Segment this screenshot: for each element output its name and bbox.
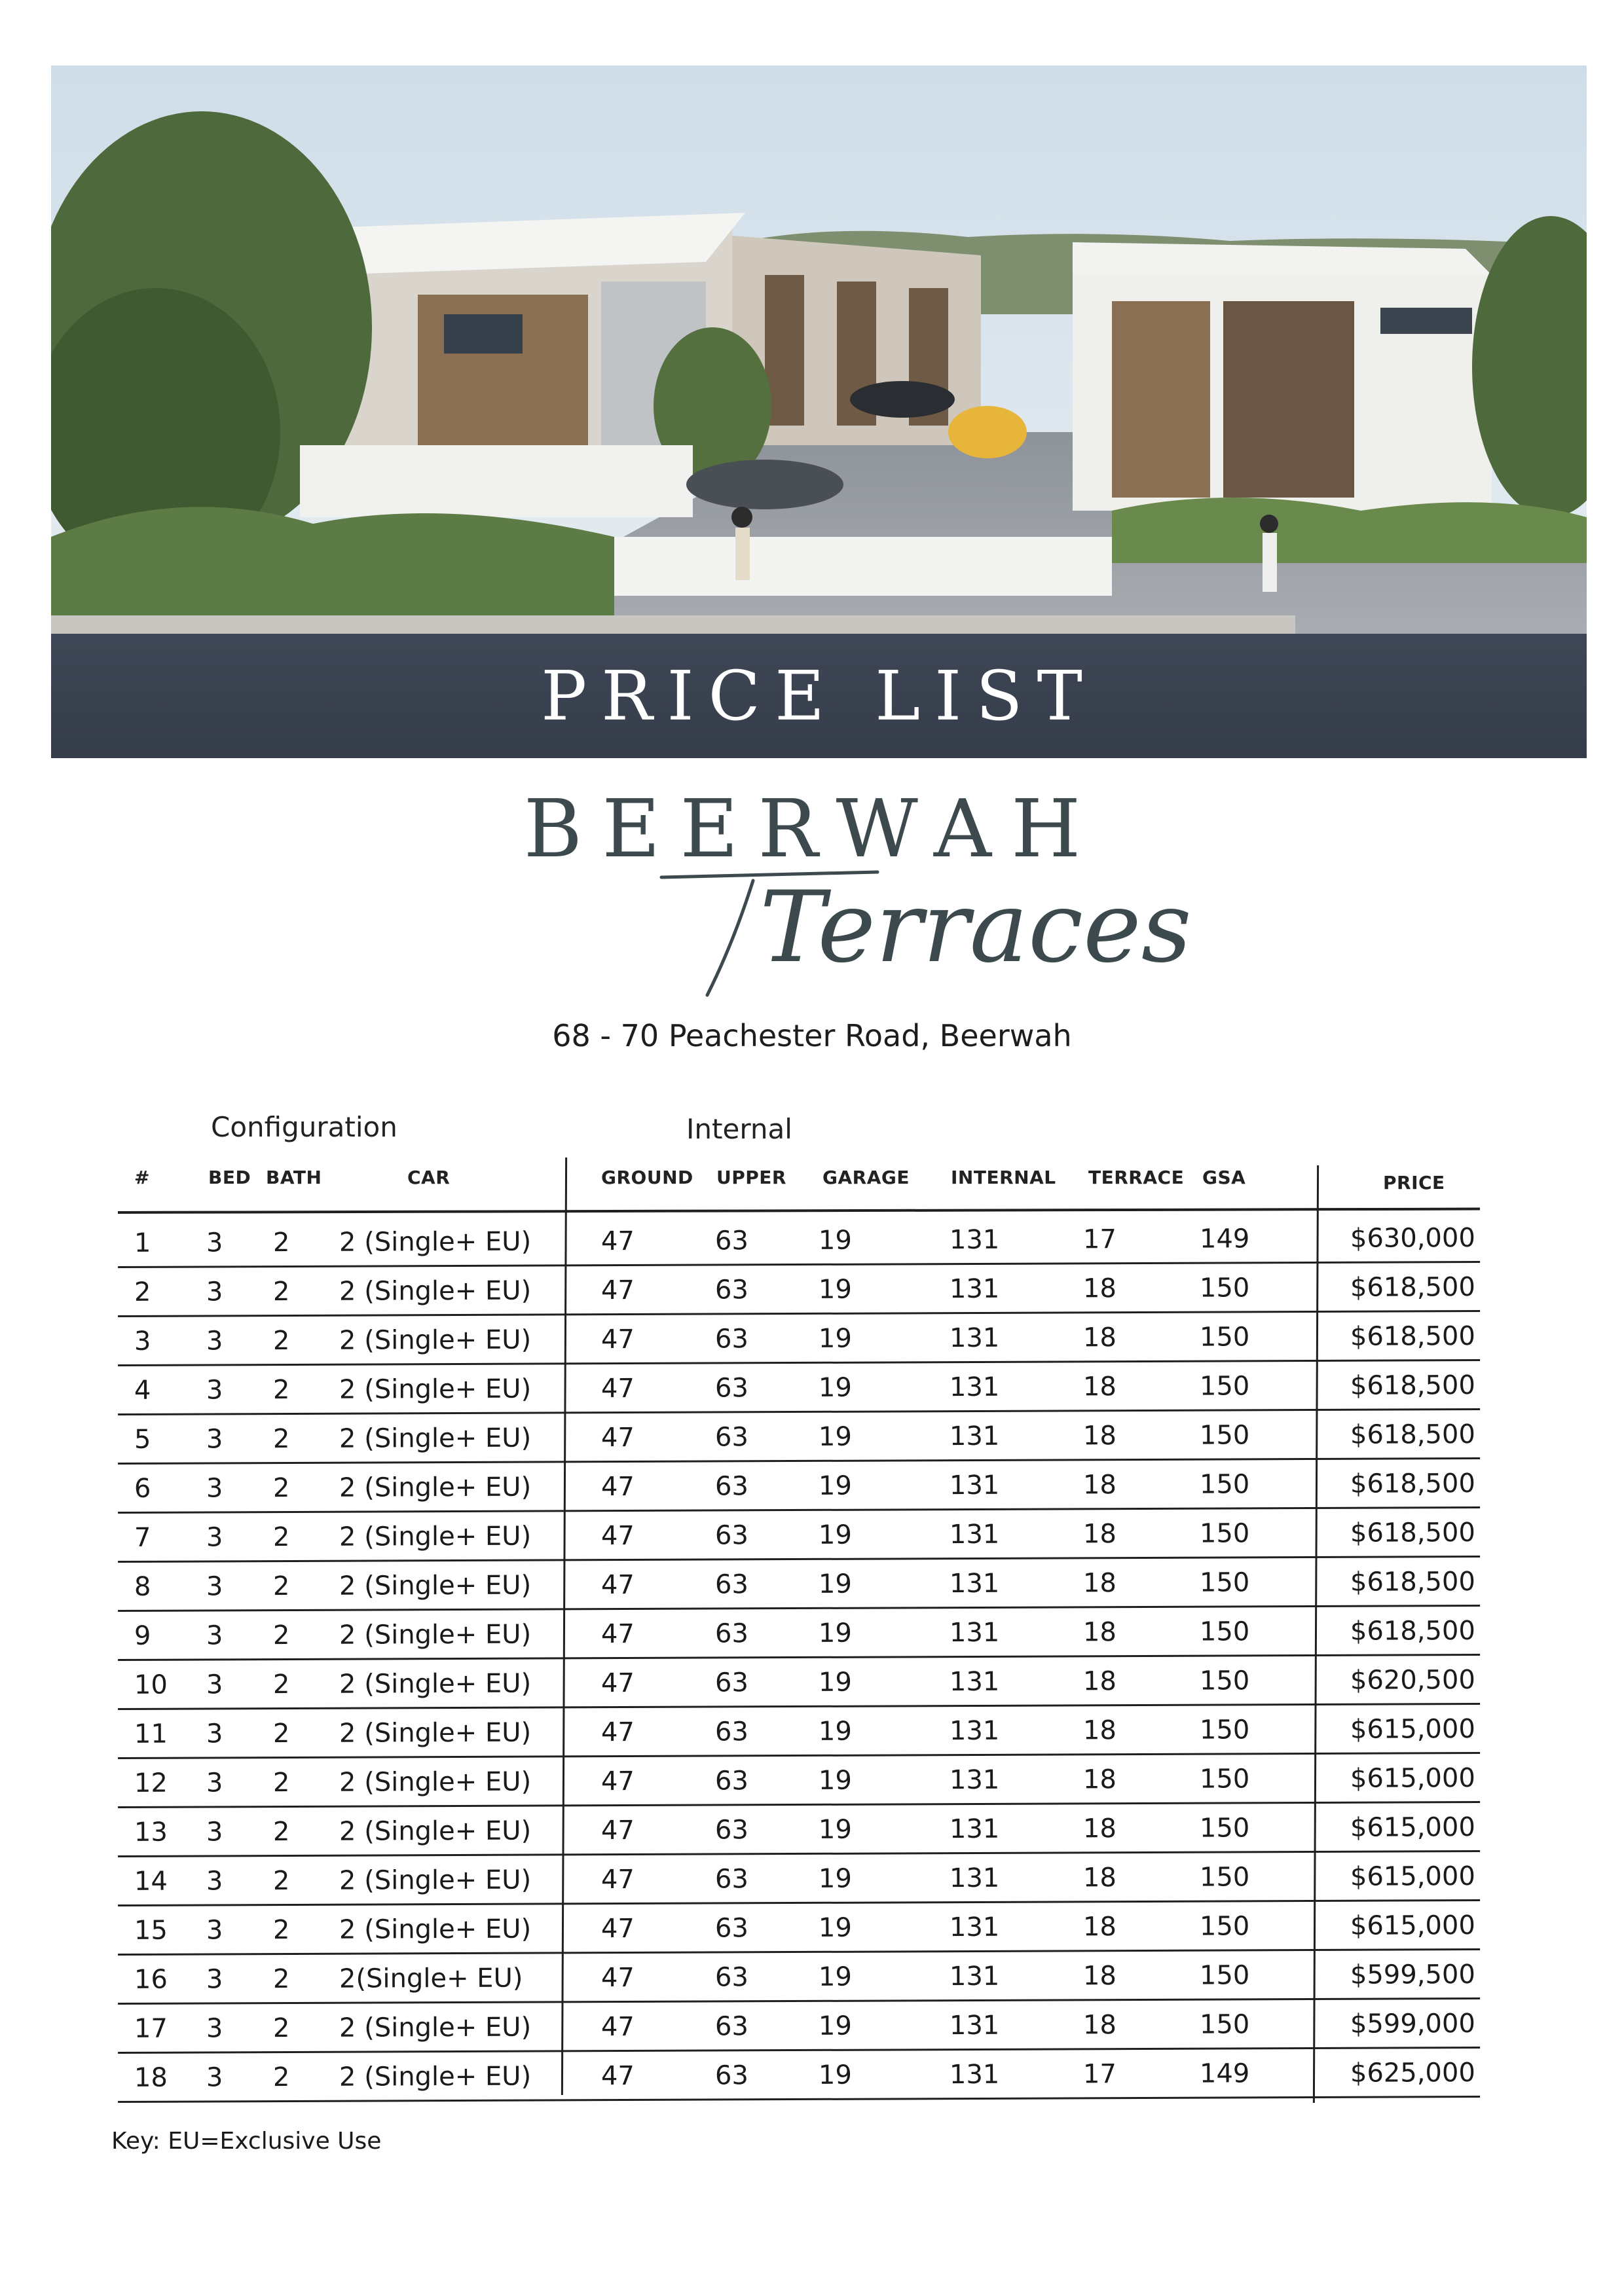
cell-gsa: 150 xyxy=(1199,1666,1250,1696)
cell-price: $618,500 xyxy=(1350,1370,1475,1401)
cell-num: 1 xyxy=(134,1228,151,1258)
cell-terrace: 18 xyxy=(1082,1764,1116,1795)
cell-bed: 3 xyxy=(206,1277,223,1307)
cell-car: 2 (Single+ EU) xyxy=(339,1275,532,1307)
cell-internal: 131 xyxy=(949,1568,1000,1599)
cell-gsa: 150 xyxy=(1199,1371,1250,1402)
col-header-bath: BATH xyxy=(266,1167,322,1188)
cell-price: $630,000 xyxy=(1350,1223,1475,1254)
cell-num: 12 xyxy=(134,1768,168,1798)
cell-bed: 3 xyxy=(206,1375,223,1406)
cell-gsa: 150 xyxy=(1199,1764,1250,1795)
cell-upper: 63 xyxy=(714,1520,748,1551)
cell-ground: 47 xyxy=(600,1373,635,1404)
cell-price: $618,500 xyxy=(1350,1419,1475,1450)
cell-upper: 63 xyxy=(714,1766,748,1796)
cell-num: 9 xyxy=(134,1620,151,1651)
cell-bed: 3 xyxy=(206,1719,223,1749)
cell-gsa: 150 xyxy=(1199,1469,1250,1500)
cell-bath: 2 xyxy=(272,1865,290,1897)
col-header-upper: UPPER xyxy=(716,1167,786,1188)
cell-price: $599,000 xyxy=(1350,2009,1475,2039)
cell-ground: 47 xyxy=(600,1324,635,1355)
cell-terrace: 18 xyxy=(1082,1322,1116,1353)
logo-script-text: Terraces xyxy=(760,871,1192,985)
table-row xyxy=(118,1999,1480,2054)
cell-bath: 2 xyxy=(272,1620,290,1651)
table-row xyxy=(118,1901,1480,1956)
cell-car: 2(Single+ EU) xyxy=(339,1963,523,1994)
cell-terrace: 18 xyxy=(1082,1617,1116,1648)
cell-terrace: 18 xyxy=(1082,1421,1116,1451)
cell-gsa: 150 xyxy=(1199,1862,1250,1893)
cell-bed: 3 xyxy=(206,2062,223,2093)
cell-garage: 19 xyxy=(818,1961,852,1992)
cell-upper: 63 xyxy=(714,1618,748,1649)
cell-garage: 19 xyxy=(818,1569,852,1599)
table-row xyxy=(118,1558,1480,1612)
cell-bath: 2 xyxy=(272,1816,290,1848)
table-row xyxy=(118,1214,1480,1268)
cell-garage: 19 xyxy=(818,1372,852,1403)
cell-bed: 3 xyxy=(206,1424,223,1455)
cell-price: $599,500 xyxy=(1350,1959,1475,1990)
cell-gsa: 149 xyxy=(1199,1224,1250,1254)
cell-gsa: 150 xyxy=(1199,1715,1250,1745)
cell-bed: 3 xyxy=(206,1571,223,1602)
cell-internal: 131 xyxy=(949,1863,1000,1894)
cell-ground: 47 xyxy=(600,1962,635,1994)
col-header-price: PRICE xyxy=(1383,1172,1445,1194)
cell-upper: 63 xyxy=(714,1569,748,1600)
cell-car: 2 (Single+ EU) xyxy=(339,1619,532,1650)
cell-bed: 3 xyxy=(206,1620,223,1651)
cell-ground: 47 xyxy=(600,1864,635,1895)
cell-gsa: 150 xyxy=(1199,1567,1250,1598)
cell-upper: 63 xyxy=(714,1962,748,1993)
cell-ground: 47 xyxy=(600,1471,635,1503)
cell-terrace: 18 xyxy=(1082,2010,1116,2041)
cell-upper: 63 xyxy=(714,1913,748,1944)
cell-gsa: 150 xyxy=(1199,1616,1250,1647)
cell-bath: 2 xyxy=(272,1669,290,1700)
cell-car: 2 (Single+ EU) xyxy=(339,2012,532,2043)
cell-internal: 131 xyxy=(949,1666,1000,1698)
cell-bath: 2 xyxy=(272,2013,290,2044)
cell-garage: 19 xyxy=(818,2011,852,2041)
cell-bath: 2 xyxy=(272,1227,290,1258)
cell-car: 2 (Single+ EU) xyxy=(339,1570,532,1601)
cell-gsa: 150 xyxy=(1199,1518,1250,1549)
table-row xyxy=(118,1950,1480,2005)
cell-ground: 47 xyxy=(600,1422,635,1453)
cell-garage: 19 xyxy=(818,1323,852,1354)
cell-bath: 2 xyxy=(272,1374,290,1406)
cell-gsa: 150 xyxy=(1199,1911,1250,1942)
cell-internal: 131 xyxy=(949,1273,1000,1305)
cell-num: 18 xyxy=(134,2062,168,2093)
cell-num: 11 xyxy=(134,1719,168,1749)
cell-garage: 19 xyxy=(818,1765,852,1796)
table-row xyxy=(118,1754,1480,1808)
table-row xyxy=(118,1361,1480,1415)
cell-car: 2 (Single+ EU) xyxy=(339,1472,532,1503)
col-header-internal: INTERNAL xyxy=(951,1167,1056,1188)
cell-num: 13 xyxy=(134,1817,168,1848)
logo-script xyxy=(0,851,1624,1015)
table-row xyxy=(118,1607,1480,1661)
cell-bath: 2 xyxy=(272,2062,290,2093)
cell-internal: 131 xyxy=(949,2010,1000,2041)
cell-garage: 19 xyxy=(818,1225,852,1256)
cell-garage: 19 xyxy=(818,1421,852,1452)
cell-car: 2 (Single+ EU) xyxy=(339,1423,532,1454)
cell-gsa: 149 xyxy=(1199,2058,1250,2089)
cell-bed: 3 xyxy=(206,1817,223,1848)
cell-ground: 47 xyxy=(600,2011,635,2043)
cell-price: $618,500 xyxy=(1350,1518,1475,1548)
cell-num: 6 xyxy=(134,1473,151,1504)
cell-garage: 19 xyxy=(818,1912,852,1943)
cell-upper: 63 xyxy=(714,1815,748,1846)
cell-internal: 131 xyxy=(949,1322,1000,1354)
cell-num: 3 xyxy=(134,1326,151,1357)
cell-bed: 3 xyxy=(206,1228,223,1258)
cell-bath: 2 xyxy=(272,1325,290,1357)
cell-bath: 2 xyxy=(272,1718,290,1749)
cell-bed: 3 xyxy=(206,1964,223,1995)
cell-internal: 131 xyxy=(949,2059,1000,2090)
table-row xyxy=(118,2049,1480,2103)
cell-garage: 19 xyxy=(818,1716,852,1747)
cell-price: $615,000 xyxy=(1350,1763,1475,1794)
cell-bath: 2 xyxy=(272,1571,290,1602)
cell-upper: 63 xyxy=(714,1667,748,1698)
cell-upper: 63 xyxy=(714,1226,748,1256)
cell-garage: 19 xyxy=(818,1470,852,1501)
cell-num: 2 xyxy=(134,1277,151,1307)
cell-gsa: 150 xyxy=(1199,1273,1250,1303)
cell-gsa: 150 xyxy=(1199,2009,1250,2040)
cell-price: $615,000 xyxy=(1350,1910,1475,1941)
cell-internal: 131 xyxy=(949,1961,1000,1992)
cell-ground: 47 xyxy=(600,1667,635,1699)
cell-price: $618,500 xyxy=(1350,1468,1475,1499)
cell-car: 2 (Single+ EU) xyxy=(339,1914,532,1945)
header-divider xyxy=(118,1208,1480,1214)
cell-bed: 3 xyxy=(206,1522,223,1553)
cell-upper: 63 xyxy=(714,1471,748,1502)
cell-upper: 63 xyxy=(714,1373,748,1404)
cell-price: $620,500 xyxy=(1350,1665,1475,1696)
internal-label: Internal xyxy=(686,1113,792,1145)
col-header-gsa: GSA xyxy=(1202,1167,1246,1188)
col-header-num: # xyxy=(134,1167,150,1188)
cell-price: $625,000 xyxy=(1350,2058,1475,2088)
cell-num: 16 xyxy=(134,1964,168,1995)
cell-terrace: 18 xyxy=(1082,1519,1116,1550)
cell-car: 2 (Single+ EU) xyxy=(339,1717,532,1749)
col-header-ground: GROUND xyxy=(601,1167,693,1188)
cell-garage: 19 xyxy=(818,1814,852,1845)
cell-num: 8 xyxy=(134,1571,151,1602)
cell-internal: 131 xyxy=(949,1224,1000,1256)
cell-car: 2 (Single+ EU) xyxy=(339,1815,532,1847)
cell-car: 2 (Single+ EU) xyxy=(339,2061,532,2092)
cell-upper: 63 xyxy=(714,1324,748,1355)
cell-bed: 3 xyxy=(206,1866,223,1897)
cell-garage: 19 xyxy=(818,2060,852,2090)
cell-num: 5 xyxy=(134,1424,151,1455)
cell-internal: 131 xyxy=(949,1813,1000,1845)
cell-bed: 3 xyxy=(206,1915,223,1946)
table-row xyxy=(118,1803,1480,1857)
cell-ground: 47 xyxy=(600,1717,635,1748)
address: 68 - 70 Peachester Road, Beerwah xyxy=(552,1018,1072,1053)
logo-word: BEERWAH xyxy=(523,782,1101,875)
cell-bed: 3 xyxy=(206,1473,223,1504)
cell-ground: 47 xyxy=(600,1913,635,1944)
cell-terrace: 18 xyxy=(1082,1813,1116,1844)
table-row xyxy=(118,1263,1480,1317)
configuration-label: Configuration xyxy=(211,1111,397,1143)
key-note: Key: EU=Exclusive Use xyxy=(111,2128,382,2155)
cell-ground: 47 xyxy=(600,1815,635,1846)
cell-internal: 131 xyxy=(949,1715,1000,1747)
cell-ground: 47 xyxy=(600,1275,635,1306)
cell-price: $615,000 xyxy=(1350,1812,1475,1843)
cell-price: $615,000 xyxy=(1350,1861,1475,1892)
table-row xyxy=(118,1656,1480,1710)
cell-num: 15 xyxy=(134,1915,168,1946)
cell-terrace: 18 xyxy=(1082,1372,1116,1402)
col-header-bed: BED xyxy=(208,1167,251,1188)
cell-num: 17 xyxy=(134,2013,168,2044)
cell-terrace: 18 xyxy=(1082,1912,1116,1942)
cell-price: $618,500 xyxy=(1350,1616,1475,1647)
cell-upper: 63 xyxy=(714,2060,748,2091)
cell-ground: 47 xyxy=(600,1618,635,1650)
cell-car: 2 (Single+ EU) xyxy=(339,1521,532,1552)
cell-garage: 19 xyxy=(818,1618,852,1649)
table-row xyxy=(118,1410,1480,1465)
cell-bath: 2 xyxy=(272,1472,290,1504)
row-divider xyxy=(118,2096,1480,2103)
cell-terrace: 17 xyxy=(1082,1224,1116,1255)
cell-internal: 131 xyxy=(949,1421,1000,1452)
cell-price: $618,500 xyxy=(1350,1567,1475,1597)
cell-bed: 3 xyxy=(206,1669,223,1700)
table-row xyxy=(118,1508,1480,1563)
cell-upper: 63 xyxy=(714,1864,748,1895)
cell-garage: 19 xyxy=(818,1274,852,1305)
table-row xyxy=(118,1852,1480,1906)
cell-garage: 19 xyxy=(818,1667,852,1698)
cell-num: 14 xyxy=(134,1866,168,1897)
cell-internal: 131 xyxy=(949,1372,1000,1403)
cell-price: $618,500 xyxy=(1350,1272,1475,1303)
cell-upper: 63 xyxy=(714,2011,748,2042)
table-row xyxy=(118,1705,1480,1759)
cell-terrace: 18 xyxy=(1082,1273,1116,1304)
cell-garage: 19 xyxy=(818,1520,852,1550)
cell-num: 4 xyxy=(134,1375,151,1406)
cell-car: 2 (Single+ EU) xyxy=(339,1668,532,1700)
cell-car: 2 (Single+ EU) xyxy=(339,1766,532,1798)
col-header-garage: GARAGE xyxy=(822,1167,910,1188)
cell-gsa: 150 xyxy=(1199,1322,1250,1353)
price-list-banner xyxy=(51,634,1587,758)
cell-bath: 2 xyxy=(272,1423,290,1455)
cell-terrace: 18 xyxy=(1082,1961,1116,1992)
cell-internal: 131 xyxy=(949,1912,1000,1943)
cell-ground: 47 xyxy=(600,1569,635,1601)
cell-bed: 3 xyxy=(206,1768,223,1798)
banner-title: PRICE LIST xyxy=(541,656,1097,736)
cell-ground: 47 xyxy=(600,1766,635,1797)
col-header-terrace: TERRACE xyxy=(1088,1167,1185,1188)
cell-terrace: 18 xyxy=(1082,1470,1116,1501)
cell-price: $618,500 xyxy=(1350,1321,1475,1352)
cell-upper: 63 xyxy=(714,1275,748,1305)
cell-ground: 47 xyxy=(600,1226,635,1257)
cell-internal: 131 xyxy=(949,1617,1000,1649)
table-row xyxy=(118,1459,1480,1514)
cell-gsa: 150 xyxy=(1199,1420,1250,1451)
cell-ground: 47 xyxy=(600,1520,635,1552)
cell-price: $615,000 xyxy=(1350,1714,1475,1745)
cell-car: 2 (Single+ EU) xyxy=(339,1324,532,1356)
cell-num: 7 xyxy=(134,1522,151,1553)
cell-car: 2 (Single+ EU) xyxy=(339,1374,532,1405)
cell-bed: 3 xyxy=(206,1326,223,1357)
cell-terrace: 18 xyxy=(1082,1666,1116,1697)
cell-bath: 2 xyxy=(272,1522,290,1553)
cell-bath: 2 xyxy=(272,1276,290,1307)
cell-terrace: 18 xyxy=(1082,1863,1116,1893)
cell-bath: 2 xyxy=(272,1914,290,1946)
cell-bath: 2 xyxy=(272,1767,290,1798)
cell-internal: 131 xyxy=(949,1470,1000,1501)
col-header-car: CAR xyxy=(407,1167,451,1188)
cell-upper: 63 xyxy=(714,1717,748,1747)
cell-car: 2 (Single+ EU) xyxy=(339,1865,532,1896)
cell-terrace: 18 xyxy=(1082,1715,1116,1746)
cell-num: 10 xyxy=(134,1669,168,1700)
cell-ground: 47 xyxy=(600,2060,635,2092)
cell-internal: 131 xyxy=(949,1519,1000,1550)
cell-bed: 3 xyxy=(206,2013,223,2044)
cell-internal: 131 xyxy=(949,1764,1000,1796)
cell-terrace: 18 xyxy=(1082,1568,1116,1599)
cell-terrace: 17 xyxy=(1082,2059,1116,2090)
cell-bath: 2 xyxy=(272,1963,290,1995)
cell-garage: 19 xyxy=(818,1863,852,1894)
cell-gsa: 150 xyxy=(1199,1813,1250,1844)
cell-car: 2 (Single+ EU) xyxy=(339,1226,532,1258)
table-row xyxy=(118,1312,1480,1366)
cell-upper: 63 xyxy=(714,1422,748,1453)
cell-gsa: 150 xyxy=(1199,1960,1250,1991)
